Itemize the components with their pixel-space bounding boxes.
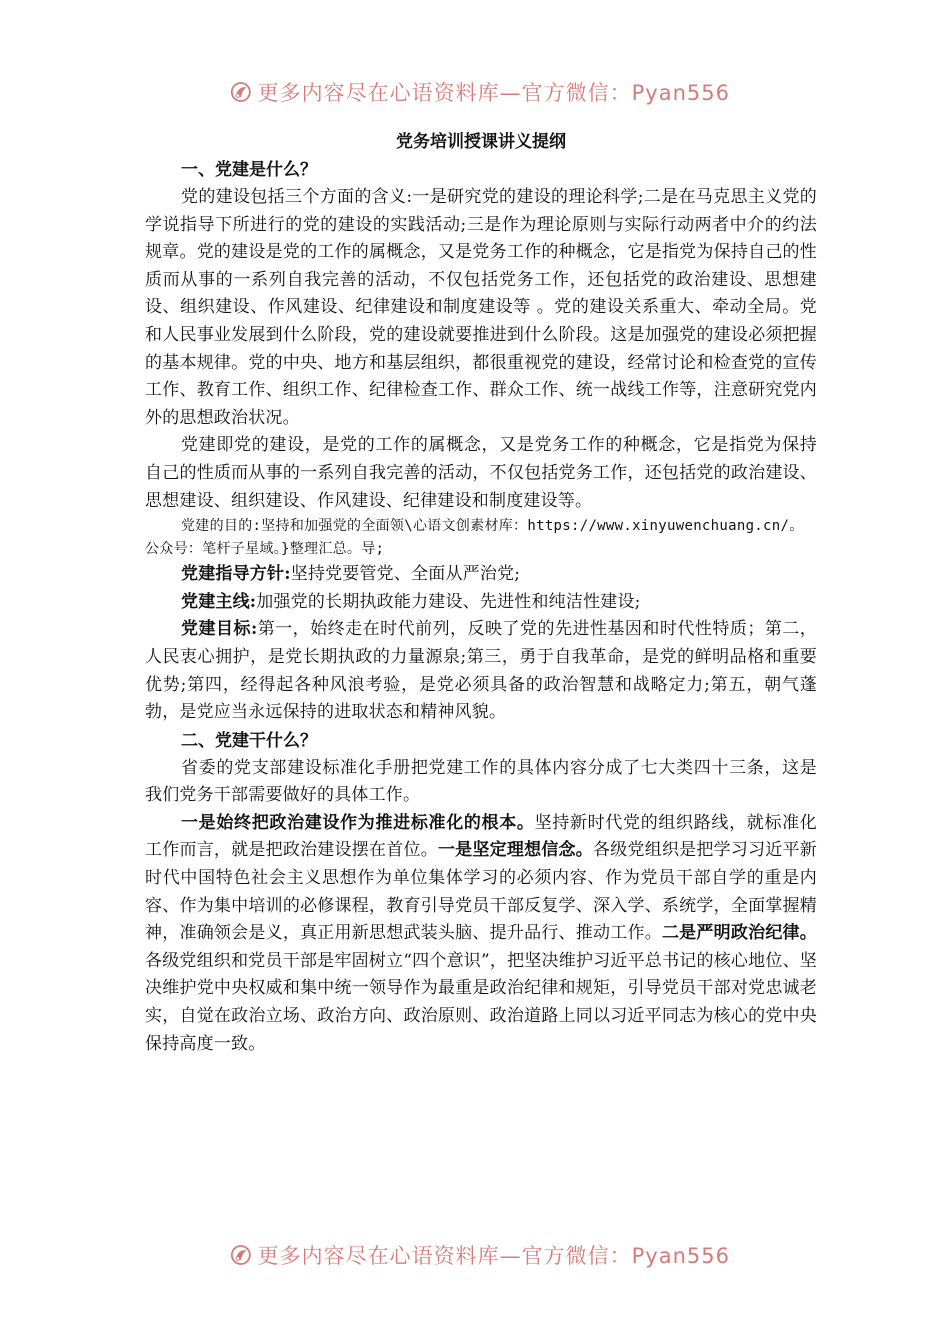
goal-label: 党建目标: <box>181 619 258 640</box>
banner-text: 更多内容尽在心语资料库—官方微信：Pyan556 <box>257 81 730 105</box>
point-heading-2: 一是坚定理想信念。 <box>437 840 594 861</box>
section-heading-1: 一、党建是什么？ <box>181 160 317 180</box>
point-heading-1: 一是始终把政治建设作为推进标准化的根本。 <box>181 812 535 833</box>
section-heading-2: 二、党建干什么？ <box>181 730 317 751</box>
point-text-3: 各级党组织和党员干部是牢固树立“四个意识”，把坚决维护习近平总书记的核心地位、坚决维护党中央权威和集中统一领导作为最重是政治纪律和规矩，引导党员干部对党忠诚老实，自觉在政治立场、政治方向、政治原则、政治道路上同以习近平同志为核心的党中央保持高度一致。 <box>145 950 817 1054</box>
banner-text: 更多内容尽在心语资料库—官方微信：Pyan556 <box>257 1244 730 1268</box>
purpose-note: 党建的目的:坚持和加强党的全面领\心语文创素材库：https://www.xinyuwenchuang.cn/。公众号：笔杆子星域。}整理汇总。导; <box>145 518 804 558</box>
mainline-paragraph <box>145 589 817 617</box>
point-heading-3: 二是严明政治纪律。 <box>661 923 817 944</box>
header-watermark-banner <box>230 72 730 112</box>
paragraph-1: 党的建设包括三个方面的含义:一是研究党的建设的理论科学;二是在马克思主义党的学说指导下所进行的党的建设的实践活动;三是作为理论原则与实际行动两者中介的约法规章。党的建设是党的工作的属概念，又是党务工作的种概念，它是指党为保持自己的性质而从事的一系列自我完善的活动，不仅包括党务工作，还包括党的政治建设、思想建设、组织建设、作风建设、纪律建设和制度建设等 。党的建设关系重大、牵动全局。党和人民事业发展到什么阶段，党的建设就要推进到什么阶段。这是加强党的建设必须把握的基本规律。党的中央、地方和基层组织，都很重视党的建设，经常讨论和检查党的宣传工作、教育工作、组织工作、纪律检查工作、群众工作、统一战线工作等，注意研究党内外的思想政治状况。 <box>145 187 817 428</box>
brand-logo-icon <box>230 1237 252 1273</box>
guideline-paragraph <box>145 561 817 589</box>
guideline-label: 党建指导方针: <box>181 564 291 585</box>
mainline-text: 加强党的长期执政能力建设、先进性和纯洁性建设; <box>256 591 641 612</box>
footer-watermark-banner <box>230 1235 730 1275</box>
mainline-label: 党建主线: <box>181 591 257 612</box>
point-text-2: 各级党组织是把学习习近平新时代中国特色社会主义思想作为单位集体学习的必须内容、作为党员干部自学的重是内容、作为集中培训的必修课程，教育引导党员干部反复学、深入学、系统学，全面掌握精神，准确领会是义，真正用新思想武装头脑、提升品行、推动工作。 <box>145 840 817 944</box>
document-title: 党务培训授课讲义提纲 <box>396 132 566 152</box>
paragraph-4 <box>145 810 817 1058</box>
paragraph-3: 省委的党支部建设标准化手册把党建工作的具体内容分成了七大类四十三条，这是我们党务干部需要做好的具体工作。 <box>145 757 817 806</box>
goal-text: 第一，始终走在时代前列，反映了党的先进性基因和时代性特质；第二，人民衷心拥护，是党长期执政的力量源泉;第三，勇于自我革命，是党的鲜明品格和重要优势;第四，经得起各种风浪考验，是党必须具备的政治智慧和战略定力;第五，朝气蓬勃，是党应当永远保持的进取状态和精神风貌。 <box>145 619 817 723</box>
brand-logo-icon <box>230 74 252 110</box>
guideline-text: 坚持党要管党、全面从严治党; <box>290 564 521 585</box>
point-text-1: 坚持新时代党的组织路线，就标准化工作而言，就是把政治建设摆在首位。 <box>145 812 818 861</box>
document-body <box>145 128 817 1058</box>
goal-paragraph <box>145 616 817 726</box>
paragraph-2: 党建即党的建设，是党的工作的属概念，又是党务工作的种概念，它是指党为保持自己的性质而从事的一系列自我完善的活动，不仅包括党务工作，还包括党的政治建设、思想建设、组织建设、作风建设、纪律建设和制度建设等。 <box>145 435 817 511</box>
